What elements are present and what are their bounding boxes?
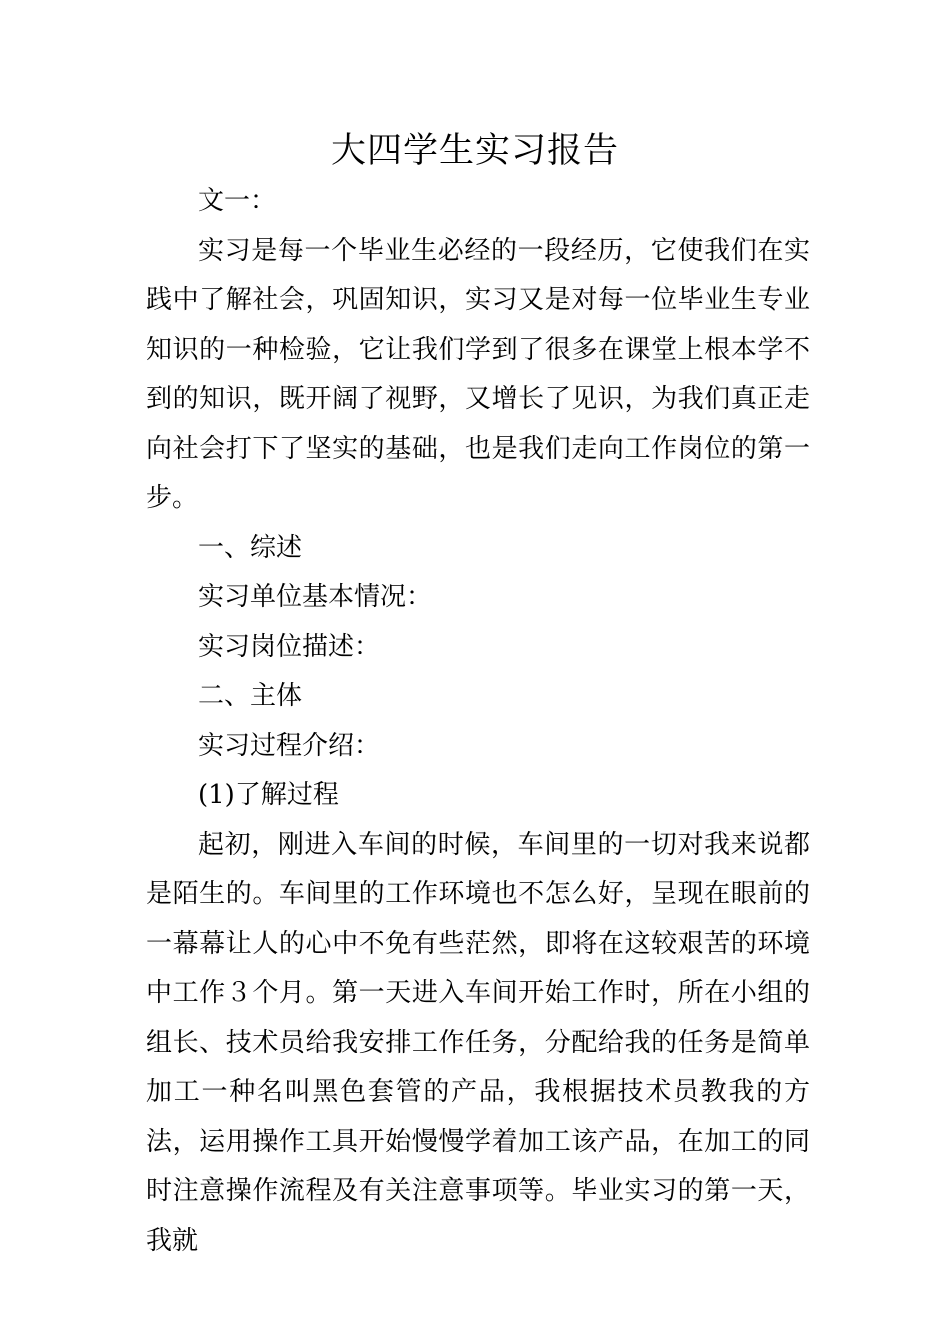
- heading-overview: 一、综述: [198, 532, 303, 563]
- paragraph-workshop: 起初，刚进入车间的时候，车间里的一切对我来说都是陌生的。车间里的工作环境也不怎么好，呈现在眼前的一幕幕让人的心中不免有些茫然，即将在这较艰苦的环境中工作３个月。第一天进入车间开始工作时，所在小组的组长、技术员给我安排工作任务，分配给我的任务是简单加工一种名叫黑色套管的产品，我根据技术员教我的方法，运用操作工具开始慢慢学着加工该产品，在加工的同时注意操作流程及有关注意事项等。毕业实习的第一天，我就: [146, 829, 810, 1256]
- label-unit-info: 实习单位基本情况：: [198, 582, 433, 612]
- subheading-understanding-process: (1)了解过程: [198, 780, 339, 810]
- paragraph-wen-yi: 文一：: [198, 186, 277, 216]
- paragraph-intro: 实习是每一个毕业生必经的一段经历，它使我们在实践中了解社会，巩固知识，实习又是对每一位毕业生专业知识的一种检验，它让我们学到了很多在课堂上根本学不到的知识，既开阔了视野，又增长了见识，为我们真正走向社会打下了坚实的基础，也是我们走向工作岗位的第一步。: [146, 235, 810, 513]
- label-position-description: 实习岗位描述：: [198, 631, 381, 662]
- label-process-intro: 实习过程介绍：: [198, 730, 381, 761]
- heading-main-body: 二、主体: [198, 681, 303, 711]
- document-title: 大四学生实习报告: [330, 131, 619, 171]
- document-body: [146, 177, 810, 1266]
